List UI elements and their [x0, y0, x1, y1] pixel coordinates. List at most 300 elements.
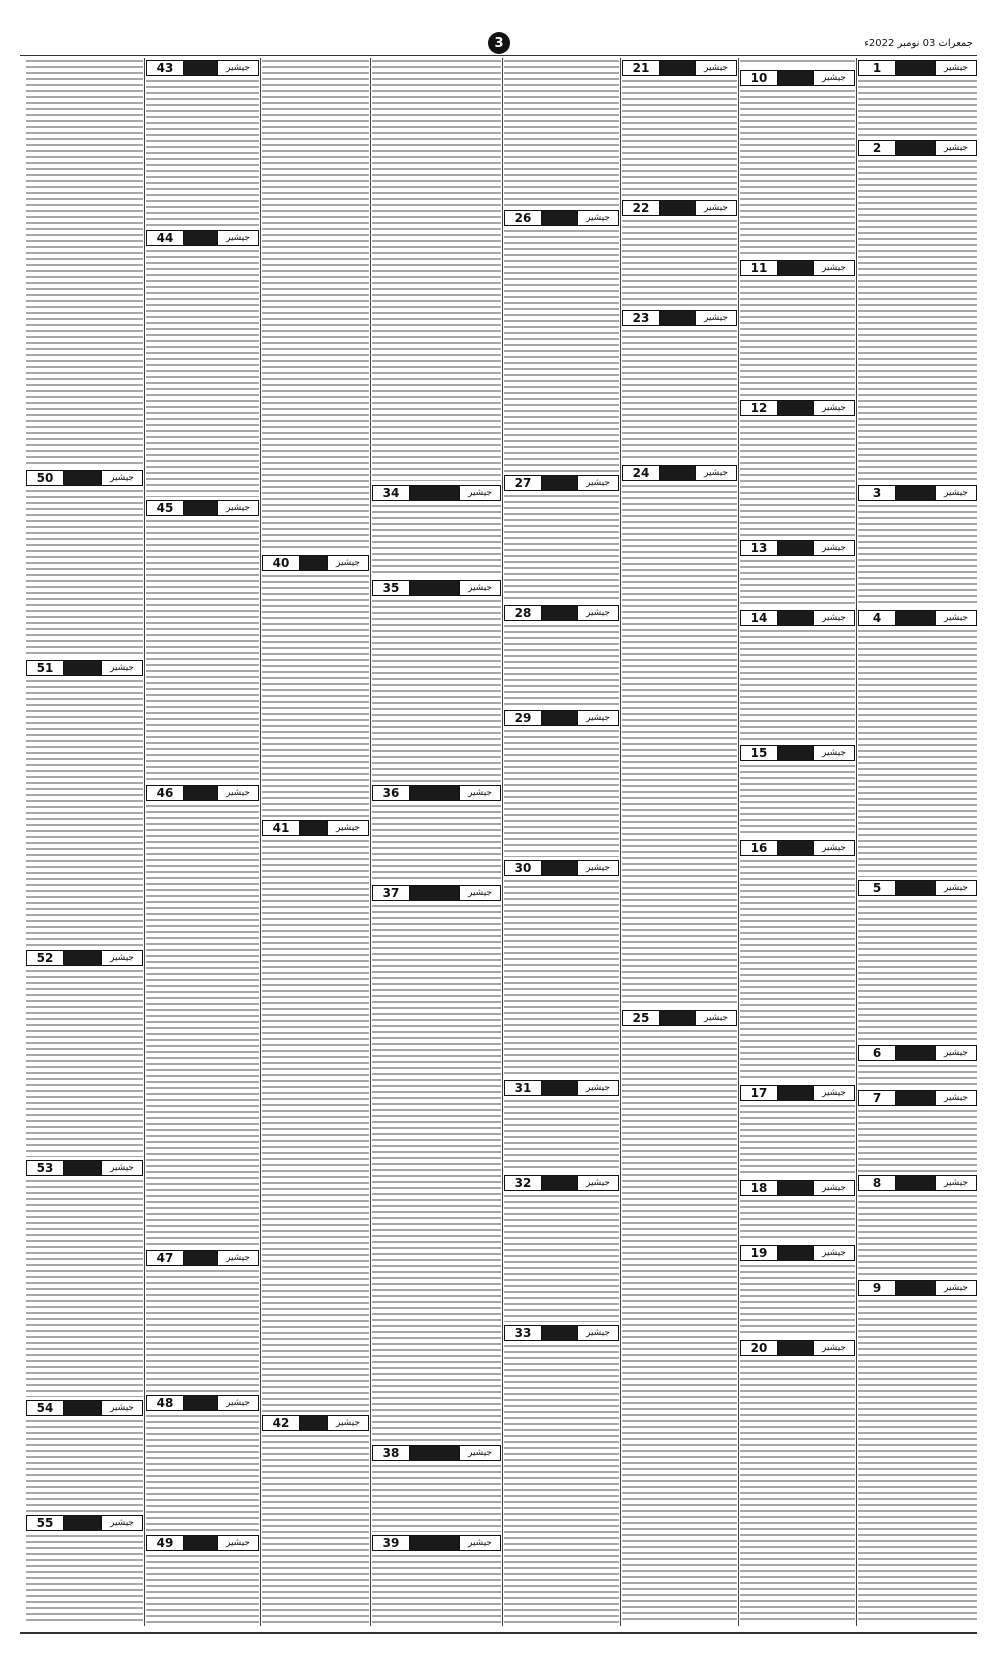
item-label: جیشیر: [327, 1416, 368, 1430]
item-black-bar: [778, 1181, 813, 1195]
item-black-bar: [64, 951, 101, 965]
column-7: [146, 58, 259, 1626]
item-label: جیشیر: [935, 61, 976, 75]
item-body-text: [622, 483, 737, 1007]
item-black-bar: [410, 886, 459, 900]
item-header: [146, 785, 259, 801]
item-header: [504, 605, 619, 621]
item-black-bar: [410, 786, 459, 800]
item-header: [622, 310, 737, 326]
item-body-text: [146, 803, 259, 1247]
item-body-text: [740, 558, 855, 607]
item-number: 54: [27, 1401, 64, 1415]
classified-item: [504, 1080, 619, 1172]
item-header: [26, 1400, 143, 1416]
item-body-text: [740, 88, 855, 257]
classified-item: [740, 70, 855, 257]
item-black-bar: [778, 1086, 813, 1100]
item-number: 55: [27, 1516, 64, 1530]
item-header: [146, 500, 259, 516]
item-number: 19: [741, 1246, 778, 1260]
column-4: [504, 58, 619, 1626]
item-black-bar: [542, 861, 577, 875]
item-label: جیشیر: [459, 581, 500, 595]
item-number: 41: [263, 821, 300, 835]
item-body-text: [504, 623, 619, 707]
item-header: [504, 1175, 619, 1191]
item-header: [740, 840, 855, 856]
classified-item: [740, 610, 855, 742]
item-header: [372, 885, 501, 901]
item-header: [262, 555, 369, 571]
item-label: جیشیر: [935, 881, 976, 895]
classified-item: [740, 745, 855, 837]
item-black-bar: [184, 1251, 217, 1265]
item-header: [740, 1340, 855, 1356]
column-separator: [260, 58, 261, 1626]
item-body-text: [740, 628, 855, 742]
column-6: [262, 58, 369, 1626]
item-number: 47: [147, 1251, 184, 1265]
item-body-text: [858, 1298, 977, 1623]
item-black-bar: [300, 556, 327, 570]
item-header: [740, 70, 855, 86]
classified-item: [740, 260, 855, 397]
item-body-text: [26, 488, 143, 657]
classified-item: [622, 465, 737, 1007]
classified-item: [740, 1180, 855, 1242]
item-header: [372, 785, 501, 801]
classified-item: [372, 485, 501, 577]
classified-item: [740, 1245, 855, 1337]
item-black-bar: [896, 881, 935, 895]
item-black-bar: [660, 201, 695, 215]
item-header: [146, 1250, 259, 1266]
item-body-text: [740, 1263, 855, 1337]
item-header: [146, 1395, 259, 1411]
item-number: 18: [741, 1181, 778, 1195]
item-number: 31: [505, 1081, 542, 1095]
column-separator: [502, 58, 503, 1626]
item-label: جیشیر: [217, 1251, 258, 1265]
item-number: 52: [27, 951, 64, 965]
item-body-text: [858, 1108, 977, 1172]
item-black-bar: [184, 501, 217, 515]
classified-item: [26, 1515, 143, 1623]
item-number: 17: [741, 1086, 778, 1100]
item-number: 16: [741, 841, 778, 855]
item-header: [740, 1180, 855, 1196]
classified-item: [146, 500, 259, 782]
classified-item: [262, 1415, 369, 1623]
item-label: جیشیر: [935, 141, 976, 155]
item-label: جیشیر: [577, 861, 618, 875]
item-label: جیشیر: [813, 841, 854, 855]
item-body-text: [622, 78, 737, 197]
item-black-bar: [542, 1081, 577, 1095]
item-number: 46: [147, 786, 184, 800]
item-black-bar: [896, 486, 935, 500]
item-label: جیشیر: [101, 951, 142, 965]
item-label: جیشیر: [101, 1516, 142, 1530]
item-number: 12: [741, 401, 778, 415]
item-label: جیشیر: [217, 231, 258, 245]
classified-item: [504, 1175, 619, 1322]
item-body-text: [622, 328, 737, 462]
item-header: [858, 880, 977, 896]
item-label: جیشیر: [813, 1341, 854, 1355]
item-body-text: [26, 968, 143, 1157]
item-body-text: [372, 903, 501, 1442]
column-separator: [620, 58, 621, 1626]
item-body-text: [146, 78, 259, 227]
item-number: 22: [623, 201, 660, 215]
item-label: جیشیر: [695, 466, 736, 480]
item-body-text: [146, 1553, 259, 1623]
item-black-bar: [184, 1396, 217, 1410]
item-number: 38: [373, 1446, 410, 1460]
classified-item: [858, 1280, 977, 1623]
item-black-bar: [660, 1011, 695, 1025]
item-black-bar: [660, 466, 695, 480]
item-number: 30: [505, 861, 542, 875]
item-number: 2: [859, 141, 896, 155]
classified-item: [858, 60, 977, 137]
item-header: [372, 580, 501, 596]
item-black-bar: [542, 211, 577, 225]
column-5: [372, 58, 501, 1626]
classified-item: [622, 310, 737, 462]
classified-item: [146, 1535, 259, 1623]
item-body-text: [858, 628, 977, 877]
item-label: جیشیر: [459, 1536, 500, 1550]
item-body-text: [858, 503, 977, 607]
classified-item: [504, 210, 619, 472]
item-body-text: [26, 1533, 143, 1623]
item-header: [740, 1085, 855, 1101]
item-body-text: [740, 1198, 855, 1242]
classified-item: [26, 950, 143, 1157]
item-header: [858, 1175, 977, 1191]
item-black-bar: [542, 606, 577, 620]
item-header: [372, 1535, 501, 1551]
item-number: 11: [741, 261, 778, 275]
item-label: جیشیر: [935, 1281, 976, 1295]
item-number: 25: [623, 1011, 660, 1025]
item-black-bar: [778, 541, 813, 555]
item-label: جیشیر: [101, 471, 142, 485]
column-2: [740, 58, 855, 1626]
item-black-bar: [300, 1416, 327, 1430]
item-header: [26, 470, 143, 486]
item-black-bar: [184, 231, 217, 245]
item-header: [146, 230, 259, 246]
item-body-text: [146, 518, 259, 782]
item-black-bar: [542, 476, 577, 490]
item-label: جیشیر: [577, 1326, 618, 1340]
item-body-text: [372, 1463, 501, 1532]
item-label: جیشیر: [459, 486, 500, 500]
item-number: 42: [263, 1416, 300, 1430]
classified-item: [622, 1010, 737, 1623]
item-label: جیشیر: [813, 1246, 854, 1260]
item-black-bar: [542, 1326, 577, 1340]
item-number: 40: [263, 556, 300, 570]
item-black-bar: [64, 471, 101, 485]
classified-item: [858, 610, 977, 877]
column-separator: [144, 58, 145, 1626]
item-header: [858, 1090, 977, 1106]
item-number: 8: [859, 1176, 896, 1190]
classified-item: [372, 580, 501, 782]
item-black-bar: [184, 61, 217, 75]
classified-item: [504, 710, 619, 857]
classified-item: [262, 820, 369, 1412]
item-header: [858, 140, 977, 156]
item-header: [26, 950, 143, 966]
item-number: 53: [27, 1161, 64, 1175]
item-number: 26: [505, 211, 542, 225]
item-header: [504, 710, 619, 726]
column-separator: [856, 58, 857, 1626]
column-separator: [370, 58, 371, 1626]
item-label: جیشیر: [459, 886, 500, 900]
item-body-text: [146, 1413, 259, 1532]
item-black-bar: [896, 61, 935, 75]
item-number: 20: [741, 1341, 778, 1355]
item-number: 14: [741, 611, 778, 625]
item-body-text: [372, 503, 501, 577]
item-number: 33: [505, 1326, 542, 1340]
item-header: [504, 210, 619, 226]
item-number: 6: [859, 1046, 896, 1060]
classified-item: [504, 1325, 619, 1623]
item-body-text: [262, 573, 369, 817]
item-number: 10: [741, 71, 778, 85]
item-label: جیشیر: [813, 261, 854, 275]
classified-item: [740, 840, 855, 1082]
item-header: [622, 1010, 737, 1026]
item-body-text: [504, 228, 619, 472]
item-label: جیشیر: [695, 201, 736, 215]
item-black-bar: [542, 711, 577, 725]
classified-item: [26, 1160, 143, 1397]
item-header: [26, 1160, 143, 1176]
item-body-text: [504, 878, 619, 1077]
item-body-text: [858, 158, 977, 482]
item-label: جیشیر: [217, 786, 258, 800]
classified-item: [26, 1400, 143, 1512]
item-header: [26, 1515, 143, 1531]
item-label: جیشیر: [577, 1176, 618, 1190]
item-black-bar: [896, 1091, 935, 1105]
classified-item: [740, 1340, 855, 1623]
item-black-bar: [64, 1161, 101, 1175]
classified-item: [622, 200, 737, 307]
item-label: جیشیر: [813, 541, 854, 555]
item-header: [26, 660, 143, 676]
item-header: [858, 610, 977, 626]
item-black-bar: [64, 1516, 101, 1530]
item-label: جیشیر: [217, 501, 258, 515]
item-header: [740, 610, 855, 626]
continued-text: [740, 58, 855, 66]
item-number: 32: [505, 1176, 542, 1190]
item-header: [622, 200, 737, 216]
column-1: [858, 58, 977, 1626]
item-body-text: [622, 218, 737, 307]
item-label: جیشیر: [695, 1011, 736, 1025]
classified-item: [146, 785, 259, 1247]
item-body-text: [504, 1343, 619, 1623]
item-label: جیشیر: [101, 1161, 142, 1175]
item-label: جیشیر: [577, 711, 618, 725]
continued-text: [504, 58, 619, 206]
classified-item: [372, 785, 501, 882]
item-number: 37: [373, 886, 410, 900]
item-body-text: [740, 278, 855, 397]
item-black-bar: [778, 1246, 813, 1260]
classified-item: [504, 475, 619, 602]
classified-item: [146, 1395, 259, 1532]
item-header: [504, 475, 619, 491]
classified-item: [858, 1045, 977, 1087]
item-number: 48: [147, 1396, 184, 1410]
item-black-bar: [410, 1536, 459, 1550]
item-body-text: [740, 1103, 855, 1177]
item-black-bar: [778, 401, 813, 415]
classified-item: [740, 1085, 855, 1177]
item-header: [146, 1535, 259, 1551]
item-header: [622, 465, 737, 481]
item-label: جیشیر: [217, 1536, 258, 1550]
bottom-rule: [20, 1632, 977, 1634]
classified-item: [262, 555, 369, 817]
item-body-text: [372, 803, 501, 882]
item-body-text: [504, 1098, 619, 1172]
item-label: جیشیر: [327, 821, 368, 835]
item-black-bar: [778, 611, 813, 625]
item-black-bar: [300, 821, 327, 835]
item-label: جیشیر: [217, 1396, 258, 1410]
item-body-text: [858, 78, 977, 137]
item-body-text: [858, 1063, 977, 1087]
item-label: جیشیر: [935, 1091, 976, 1105]
item-body-text: [740, 1358, 855, 1623]
item-black-bar: [896, 1281, 935, 1295]
item-label: جیشیر: [813, 71, 854, 85]
item-number: 29: [505, 711, 542, 725]
item-black-bar: [184, 786, 217, 800]
item-header: [858, 60, 977, 76]
item-number: 36: [373, 786, 410, 800]
item-label: جیشیر: [813, 401, 854, 415]
item-header: [622, 60, 737, 76]
item-number: 35: [373, 581, 410, 595]
item-body-text: [504, 1193, 619, 1322]
item-header: [262, 1415, 369, 1431]
item-header: [504, 860, 619, 876]
item-black-bar: [410, 1446, 459, 1460]
item-label: جیشیر: [935, 486, 976, 500]
item-label: جیشیر: [813, 1086, 854, 1100]
item-header: [262, 820, 369, 836]
item-black-bar: [896, 1176, 935, 1190]
item-body-text: [372, 1553, 501, 1623]
item-black-bar: [896, 611, 935, 625]
classified-item: [372, 1535, 501, 1623]
item-number: 7: [859, 1091, 896, 1105]
item-label: جیشیر: [935, 1176, 976, 1190]
item-black-bar: [184, 1536, 217, 1550]
item-black-bar: [64, 661, 101, 675]
item-number: 50: [27, 471, 64, 485]
item-body-text: [740, 763, 855, 837]
item-number: 13: [741, 541, 778, 555]
classified-item: [740, 540, 855, 607]
classified-item: [26, 470, 143, 657]
item-body-text: [146, 1268, 259, 1392]
item-number: 39: [373, 1536, 410, 1550]
item-body-text: [146, 248, 259, 497]
item-number: 28: [505, 606, 542, 620]
column-8: [26, 58, 143, 1626]
classified-item: [858, 1090, 977, 1172]
item-black-bar: [896, 1046, 935, 1060]
item-black-bar: [896, 141, 935, 155]
item-number: 44: [147, 231, 184, 245]
item-label: جیشیر: [101, 1401, 142, 1415]
item-black-bar: [64, 1401, 101, 1415]
item-label: جیشیر: [577, 476, 618, 490]
item-header: [504, 1325, 619, 1341]
item-label: جیشیر: [935, 1046, 976, 1060]
item-number: 5: [859, 881, 896, 895]
item-black-bar: [778, 71, 813, 85]
classified-item: [146, 230, 259, 497]
item-number: 49: [147, 1536, 184, 1550]
item-header: [740, 400, 855, 416]
item-number: 23: [623, 311, 660, 325]
item-body-text: [262, 838, 369, 1412]
item-body-text: [740, 418, 855, 537]
item-black-bar: [778, 1341, 813, 1355]
item-body-text: [26, 1418, 143, 1512]
item-label: جیشیر: [577, 211, 618, 225]
item-black-bar: [410, 486, 459, 500]
item-number: 1: [859, 61, 896, 75]
item-label: جیشیر: [459, 1446, 500, 1460]
item-body-text: [740, 858, 855, 1082]
date-line: جمعرات 03 نومبر 2022ء: [864, 38, 973, 49]
continued-text: [262, 58, 369, 551]
classified-item: [372, 1445, 501, 1532]
item-header: [372, 1445, 501, 1461]
page-number-badge: 3: [488, 32, 510, 54]
item-body-text: [504, 728, 619, 857]
item-number: 21: [623, 61, 660, 75]
item-header: [858, 1045, 977, 1061]
item-body-text: [26, 1178, 143, 1397]
column-3: [622, 58, 737, 1626]
item-body-text: [622, 1028, 737, 1623]
classified-item: [504, 605, 619, 707]
item-label: جیشیر: [695, 61, 736, 75]
item-body-text: [372, 598, 501, 782]
classified-item: [740, 400, 855, 537]
item-number: 27: [505, 476, 542, 490]
item-label: جیشیر: [577, 606, 618, 620]
